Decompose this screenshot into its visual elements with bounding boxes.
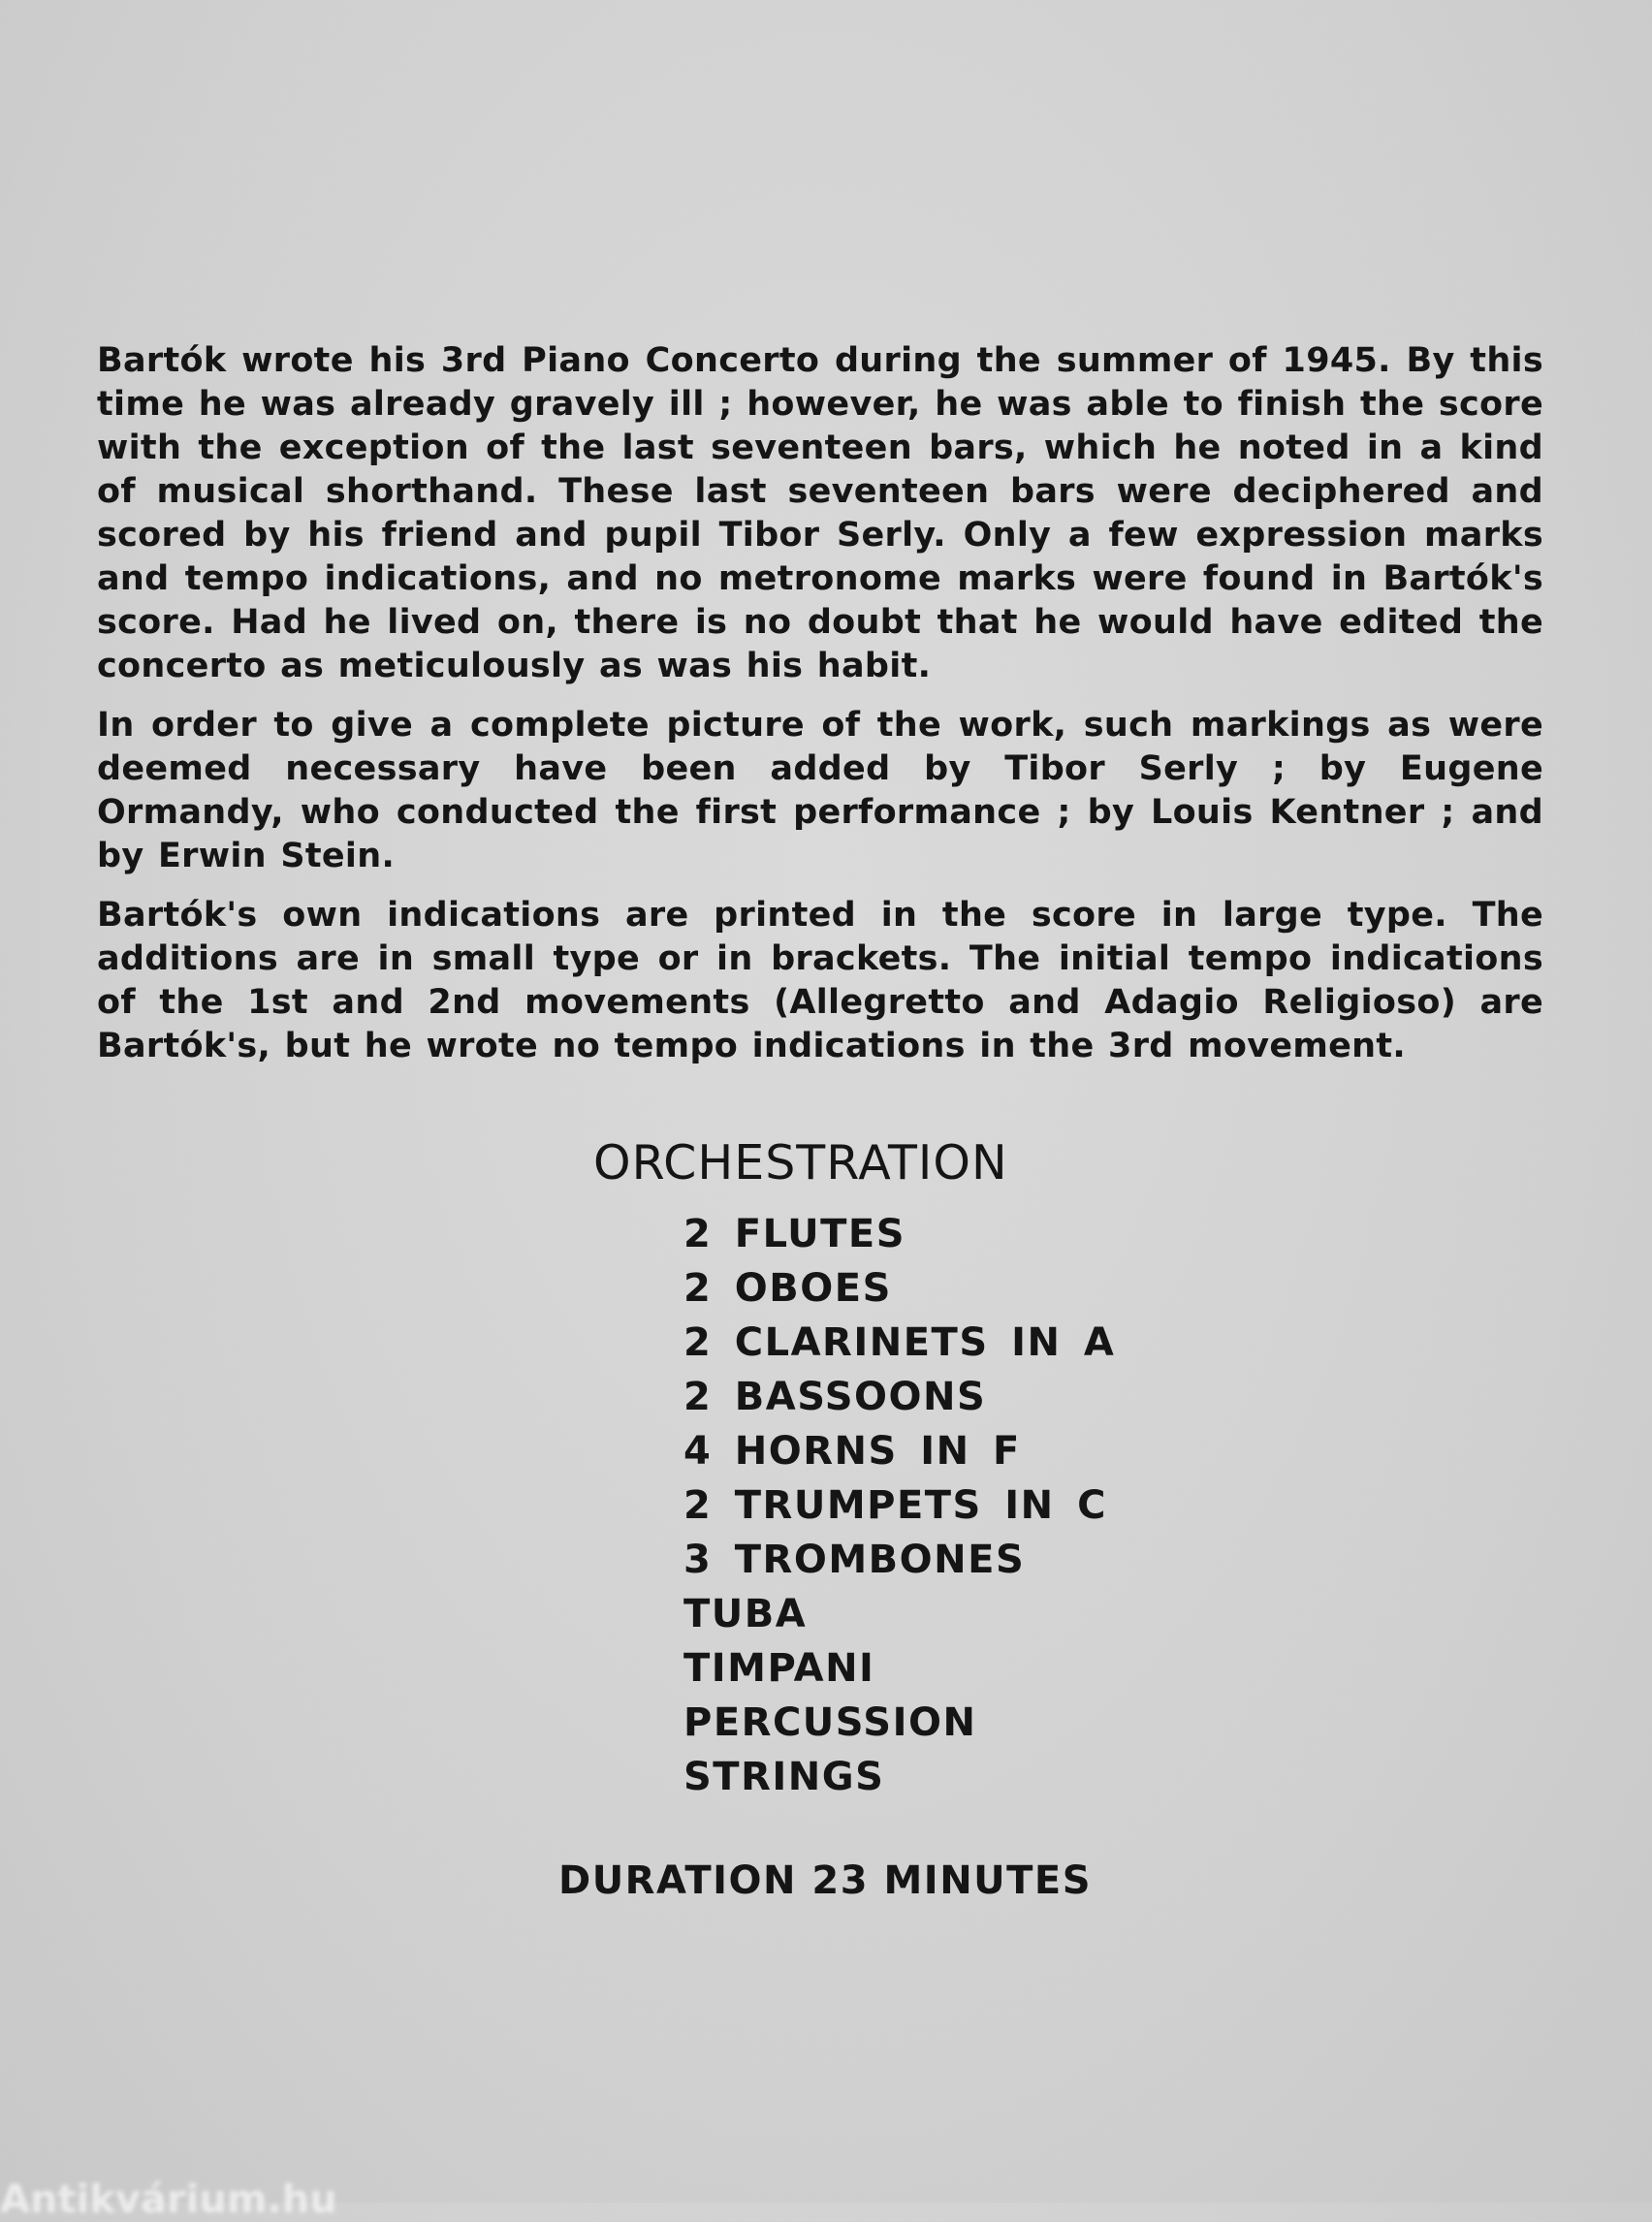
preface-text: [97, 339, 1543, 1084]
instrument-item: 3 TROMBONES: [683, 1538, 1026, 1582]
orchestration-heading: ORCHESTRATION: [593, 1135, 1008, 1190]
watermark: Antikvárium.hu: [0, 2177, 337, 2222]
instrument-item: STRINGS: [683, 1755, 885, 1799]
instrument-item: 2 FLUTES: [683, 1212, 906, 1256]
instrument-item: 2 TRUMPETS IN C: [683, 1483, 1107, 1528]
instrument-item: 2 OBOES: [683, 1266, 892, 1311]
paragraph-typography-note: Bartók's own indications are printed in the score in large type. The additions are in small type or in brackets. The initial tempo indications of the 1st and 2nd movements (Allegretto and Adagio Religioso) are Bartók's, but he wrote no tempo indications in the 3rd movement.: [97, 896, 1543, 1065]
instrument-item: PERCUSSION: [683, 1700, 977, 1745]
paragraph-editorial-additions: In order to give a complete picture of the work, such markings as were deemed necessary have been added by Tibor Serly ; by Eugene Ormandy, who conducted the first performance ; by Louis Kentner ; and by Erwin Stein.: [97, 706, 1543, 875]
instrument-item: TIMPANI: [683, 1646, 875, 1691]
duration-label: DURATION 23 MINUTES: [558, 1858, 1093, 1903]
paragraph-composition-history: Bartók wrote his 3rd Piano Concerto during the summer of 1945. By this time he was already gravely ill ; however, he was able to finish the score with the exception of the last seventeen bars, which he noted in a kind of musical shorthand. These last seventeen bars were deciphered and scored by his friend and pupil Tibor Serly. Only a few expression marks and tempo indications, and no metronome marks were found in Bartók's score. Had he lived on, there is no doubt that he would have edited the concerto as meticulously as was his habit.: [97, 341, 1543, 685]
instrument-list: [683, 1207, 1115, 1804]
instrument-item: 4 HORNS IN F: [683, 1429, 1021, 1474]
instrument-item: TUBA: [683, 1592, 808, 1636]
instrument-item: 2 CLARINETS IN A: [683, 1320, 1116, 1365]
instrument-item: 2 BASSOONS: [683, 1375, 987, 1419]
